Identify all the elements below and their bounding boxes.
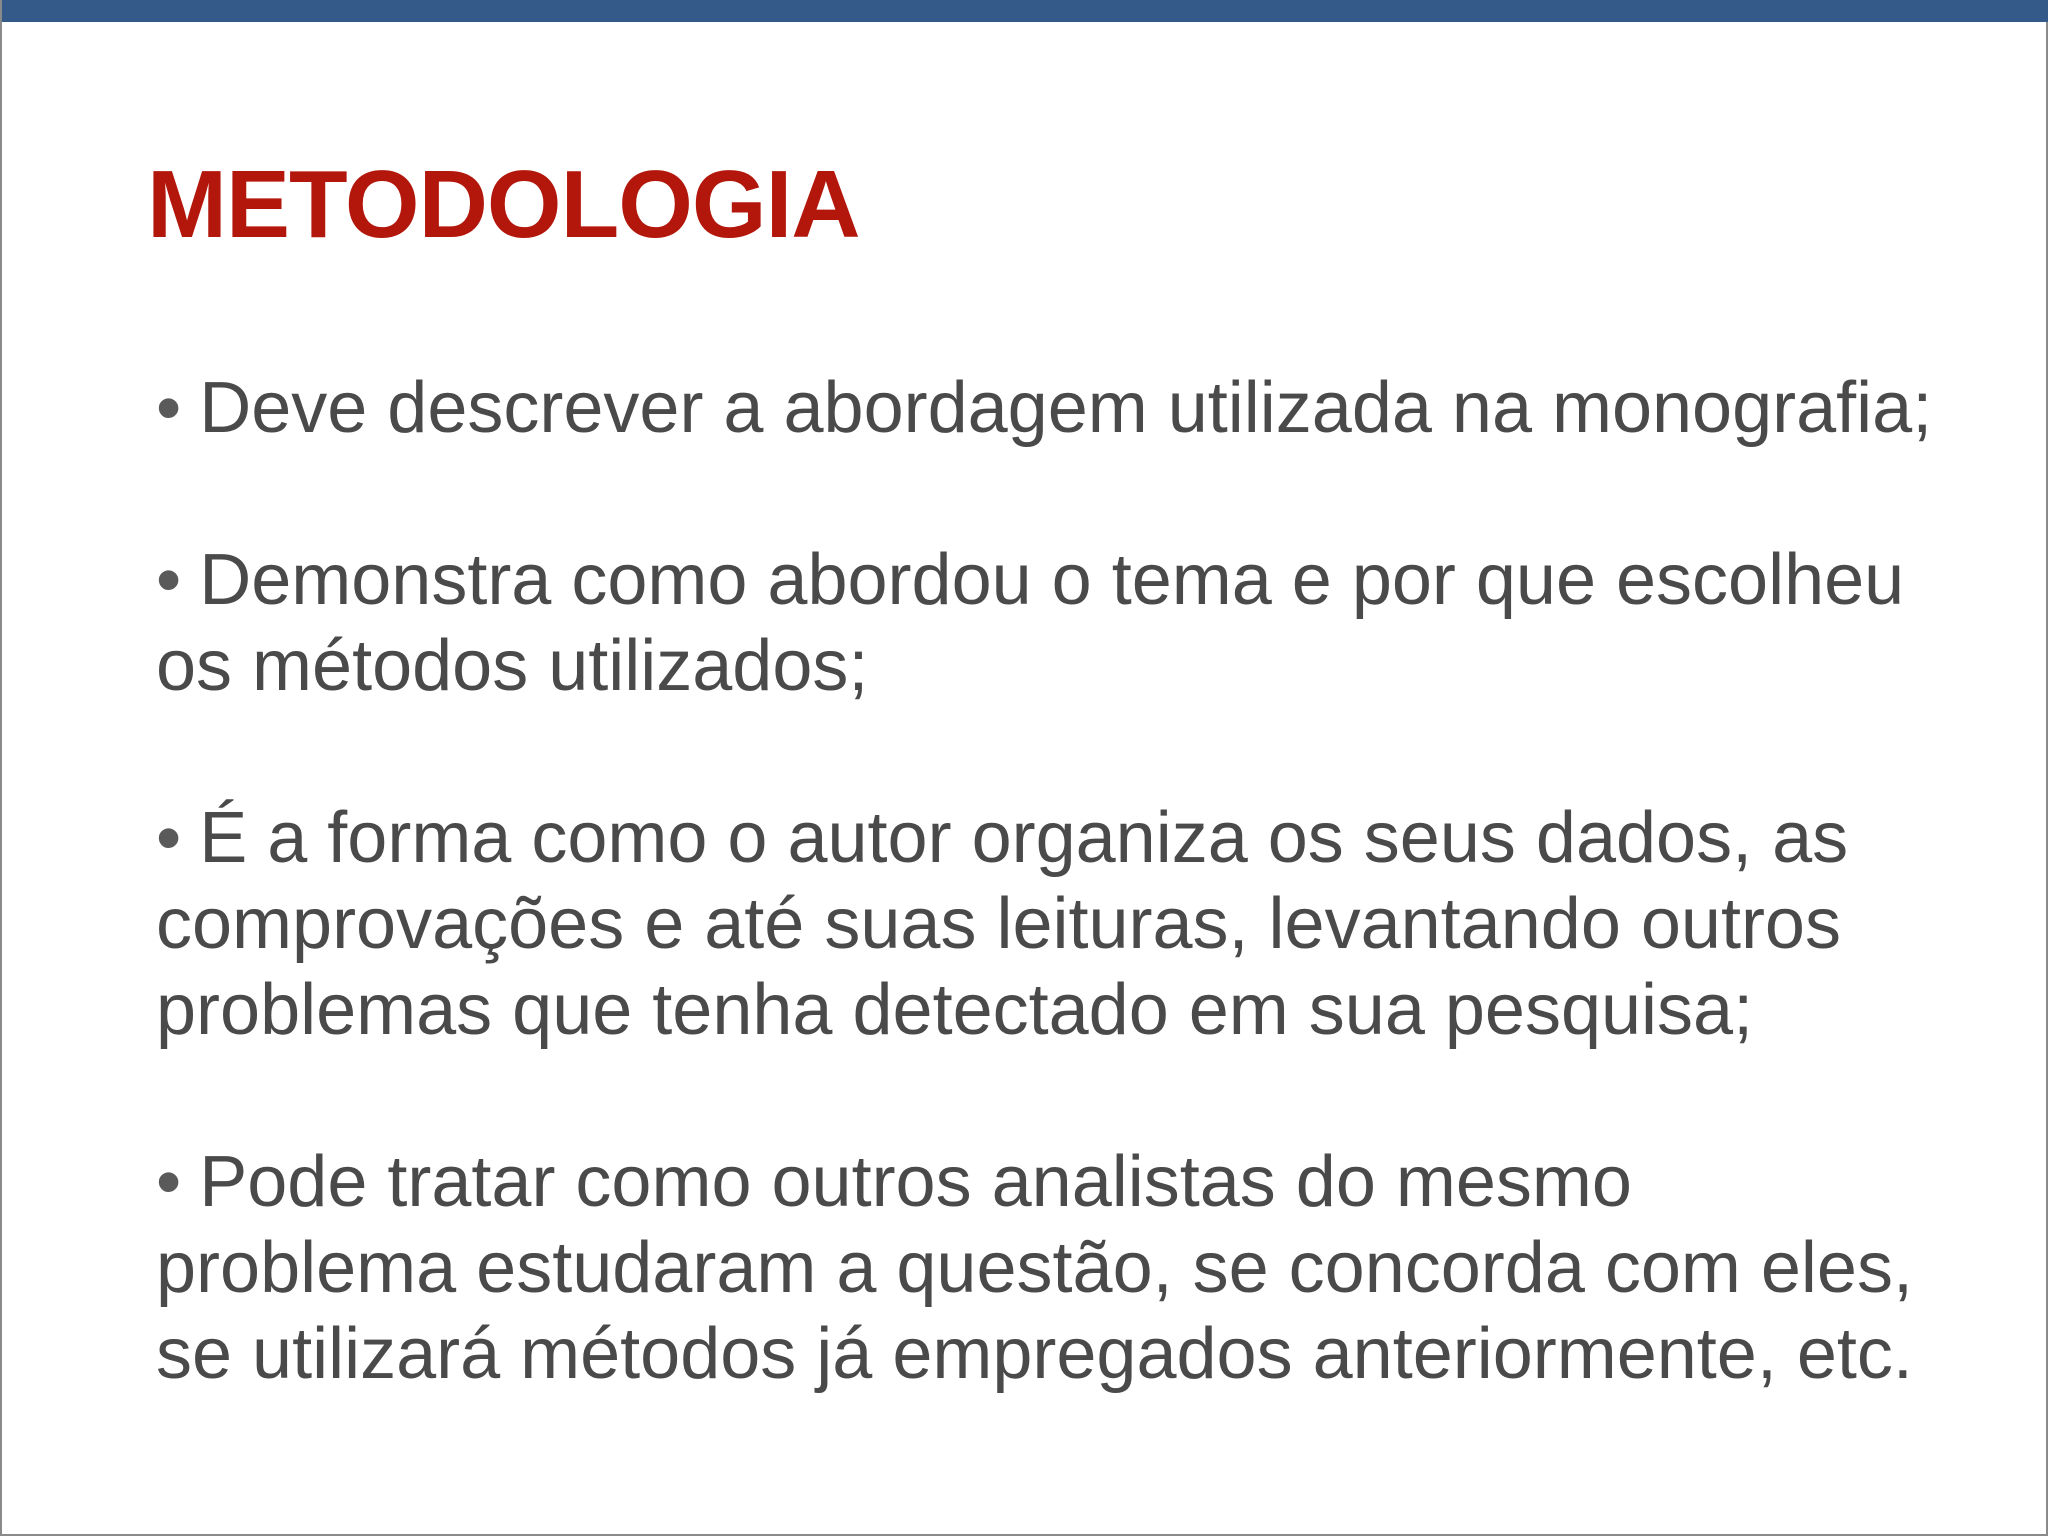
bullet-line: problema estudaram a questão, se concorda com eles, (156, 1228, 1913, 1308)
bullet-item (156, 365, 1956, 451)
bullet-text: Deve descrever a abordagem utilizada na monografia; (199, 368, 1933, 448)
bullet-marker: • (156, 540, 182, 620)
bullet-line: os métodos utilizados; (156, 626, 869, 706)
bullet-item (156, 537, 1956, 709)
bullet-line: se utilizará métodos já empregados anteriormente, etc. (156, 1314, 1913, 1394)
bullet-marker: • (156, 1142, 182, 1222)
bullet-marker: • (156, 798, 182, 878)
bullet-text: Pode tratar como outros analistas do mesmo (199, 1142, 1632, 1222)
bullet-line (156, 537, 1956, 623)
bullet-marker: • (156, 368, 182, 448)
bullet-line: problemas que tenha detectado em sua pesquisa; (156, 970, 1754, 1050)
bullet-list (156, 365, 1956, 1483)
bullet-text: Demonstra como abordou o tema e por que escolheu (199, 540, 1905, 620)
bullet-line (156, 795, 1956, 881)
slide-title: METODOLOGIA (147, 151, 860, 258)
bullet-line: comprovações e até suas leituras, levantando outros (156, 884, 1841, 964)
bullet-item (156, 795, 1956, 1053)
bullet-item (156, 1139, 1956, 1397)
bullet-text: É a forma como o autor organiza os seus dados, as (199, 798, 1849, 878)
bullet-line (156, 365, 1956, 451)
bullet-line (156, 1139, 1956, 1225)
slide-top-bar (2, 0, 2048, 22)
